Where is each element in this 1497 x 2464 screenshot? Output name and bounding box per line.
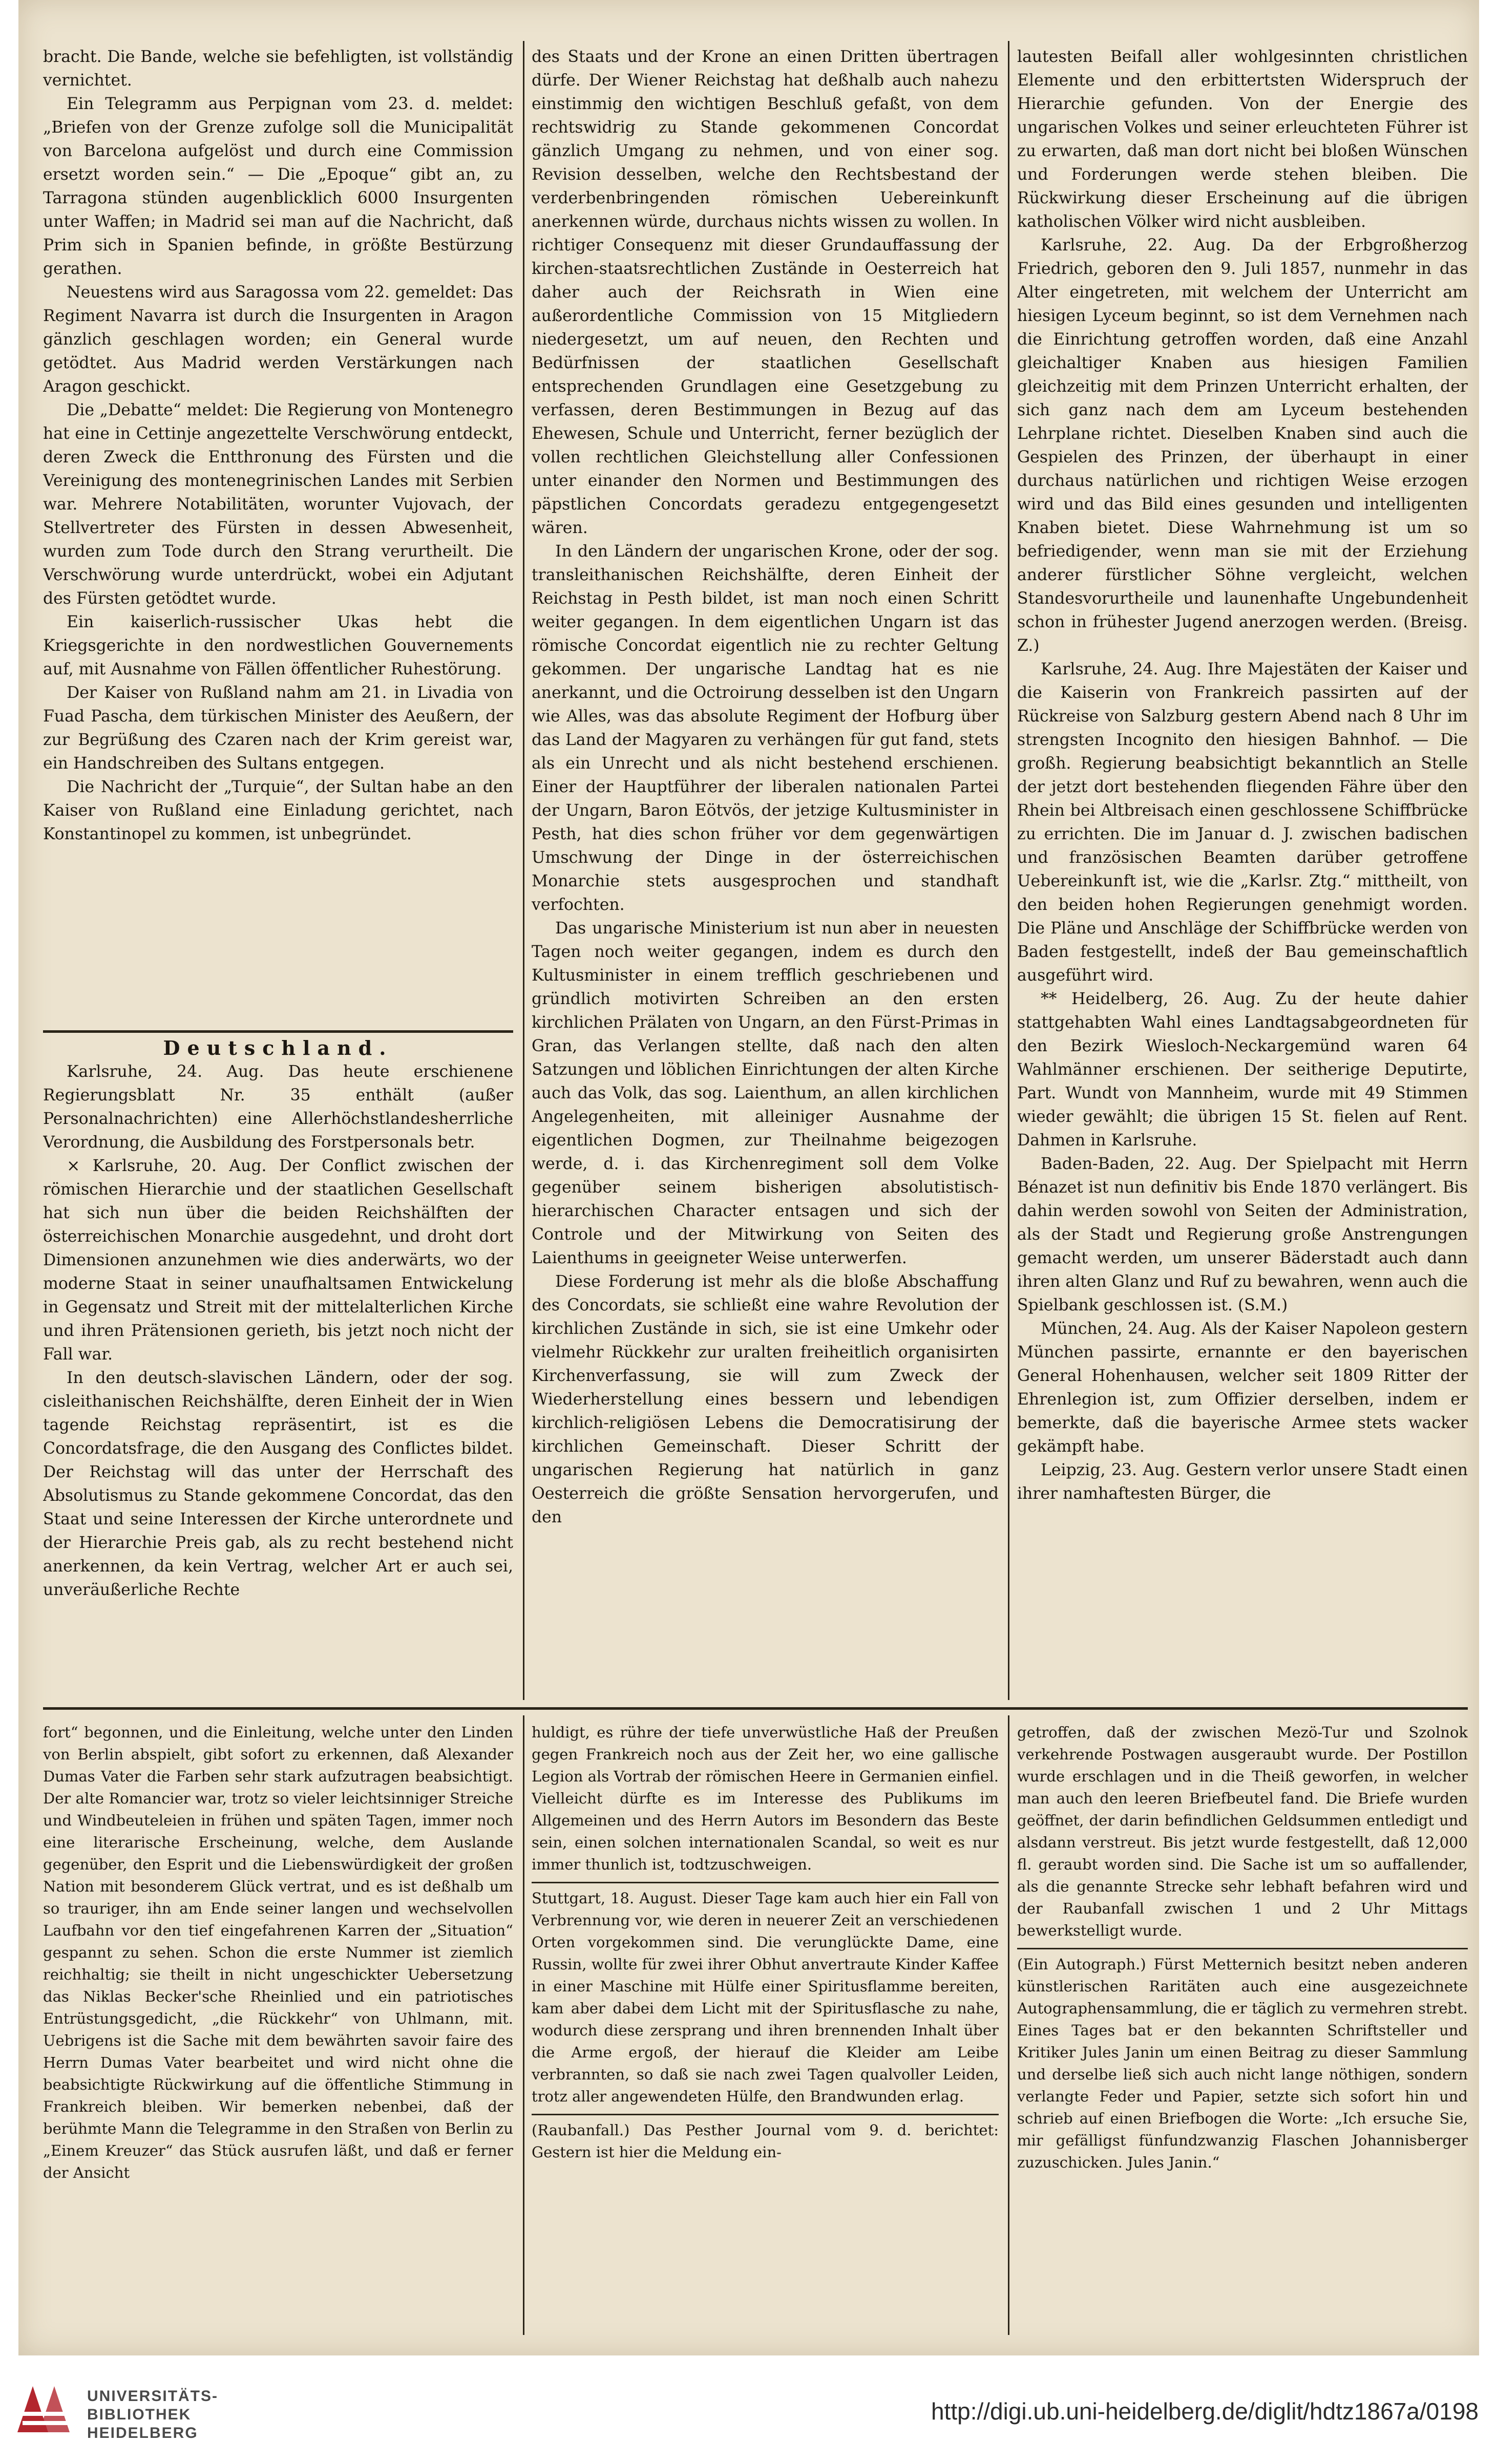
column-1	[43, 45, 513, 1049]
paragraph: (Raubanfall.) Das Pesther Journal vom 9. d. berichtet: Gestern ist hier die Meldung ein-	[532, 2114, 999, 2163]
university-library-logo-icon	[12, 2376, 79, 2437]
paragraph: huldigt, es rühre der tiefe unverwüstliche Haß der Preußen gegen Frankreich noch aus der Zeit her, wo eine gallische Legion als Vortrab der römischen Heere in Germanien einfiel. Vielleicht dürfte es im Interesse des Publikums im Allgemeinen und des Herrn Autors im Besondern das Beste sein, einen solchen internationalen Scandal, so weit es nur immer thunlich ist, todtzuschweigen.	[532, 1724, 999, 1873]
paragraph: Das ungarische Ministerium ist nun aber in neuesten Tagen noch weiter gegangen, indem es durch den Kultusminister in einem trefflich geschriebenen und gründlich motivirten Schreiben an den ersten kirchlichen Prälaten von Ungarn, an den Fürst-Primas in Gran, das Verlangen stellte, daß nach den alten Satzungen und löblichen Einrichtungen der alten Kirche auch das Volk, das sog. Laienthum, an allen kirchlichen Angelegenheiten, mit alleiniger Ausnahme der eigentlichen Dogmen, zur Theilnahme beigezogen werde, d. i. das Kirchenregiment soll dem Volke gegenüber seinem bisherigen absolutistisch-hierarchischen Character entsagen und sich der Controle und der Mitwirkung von Seiten des Laienthums in geeigneter Weise unterwerfen.	[532, 919, 999, 1267]
paragraph: Die Nachricht der „Turquie“, der Sultan habe an den Kaiser von Rußland eine Einladung gerichtet, nach Konstantinopel zu kommen, ist unbegründet.	[43, 778, 513, 843]
paragraph: Ein kaiserlich-russischer Ukas hebt die Kriegsgerichte in den nordwestlichen Gouvernements auf, mit Ausnahme von Fällen öffentlicher Ruhestörung.	[43, 613, 513, 678]
paragraph: Baden-Baden, 22. Aug. Der Spielpacht mit Herrn Bénazet ist nun definitiv bis Ende 1870 verlängert. Bis dahin werden sowohl von Seiten der Administration, als der Stadt und Regierung große Anstrengungen gemacht werden, um unserer Bäderstadt auch dann ihren alten Glanz und Ruf zu bewahren, wenn auch die Spielbank geschlossen ist. (S.M.)	[1017, 1155, 1468, 1314]
paragraph: In den deutsch-slavischen Ländern, oder der sog. cisleithanischen Reichshälfte, deren Einheit der in Wien tagende Reichstag repräsentirt, ist es die Concordatsfrage, die den Ausgang des Conflictes bildet. Der Reichstag will das unter der Herrschaft des Absolutismus zu Stande gekommene Concordat, das den Staat und seine Interessen der Kirche unterordnete und der Hierarchie Preis gab, als zu recht bestehend nicht anerkennen, da kein Vertrag, welcher Art er auch sei, unveräußerliche Rechte	[43, 1369, 513, 1599]
paragraph: Neuestens wird aus Saragossa vom 22. gemeldet: Das Regiment Navarra ist durch die Insurgenten in Aragon gänzlich geschlagen worden; ein General wurde getödtet. Aus Madrid werden Verstärkungen nach Aragon geschickt.	[43, 283, 513, 396]
paragraph: ** Heidelberg, 26. Aug. Zu der heute dahier stattgehabten Wahl eines Landtagsabgeordneten für den Bezirk Wiesloch-Neckargemünd waren 64 Wahlmänner erschienen. Der seitherige Deputirte, Part. Wundt von Mannheim, wurde mit 49 Stimmen wieder gewählt; die übrigen 15 St. fielen auf Rent. Dahmen in Karlsruhe.	[1017, 990, 1468, 1150]
feuilleton-rule	[43, 1707, 1468, 1710]
paragraph: Leipzig, 23. Aug. Gestern verlor unsere Stadt einen ihrer namhaftesten Bürger, die	[1017, 1461, 1468, 1503]
paragraph: getroffen, daß der zwischen Mezö-Tur und Szolnok verkehrende Postwagen ausgeraubt wurde. Der Postillon wurde erschlagen und in die Theiß geworfen, in welcher man auch den leeren Briefbeutel fand. Die Briefe wurden geöffnet, der darin befindlichen Geldsummen entledigt und alsdann verstreut. Bis jetzt wurde festgestellt, daß 12,000 fl. geraubt worden sind. Die Sache ist um so auffallender, als die genannte Strecke sehr lebhaft befahren wird und der Raubanfall zwischen 1 und 2 Uhr Mittags bewerkstelligt wurde.	[1017, 1724, 1468, 1939]
section-title: Deutschland.	[163, 1036, 393, 1059]
paragraph: Der Kaiser von Rußland nahm am 21. in Livadia von Fuad Pascha, dem türkischen Minister des Aeußern, der zur Begrüßung des Czaren nach der Krim gereist war, ein Handschreiben des Sultans entgegen.	[43, 684, 513, 773]
paragraph: Karlsruhe, 22. Aug. Da der Erbgroßherzog Friedrich, geboren den 9. Juli 1857, nunmehr in das Alter eingetreten, mit welchem der Unterricht am hiesigen Lyceum beginnt, so ist dem Vernehmen nach die Einrichtung getroffen worden, daß eine Anzahl gleichaltiger Knaben aus hiesigen Familien gleichzeitig mit dem Prinzen Unterricht erhalten, der sich ganz nach dem am Lyceum bestehenden Lehrplane richtet. Dieselben Knaben sind auch die Gespielen des Prinzen, der überhaupt in einer durchaus natürlichen und richtigen Weise erzogen wird und das Bild eines gesunden und intelligenten Knaben bietet. Diese Wahrnehmung ist um so befriedigender, wenn man sie mit der Erziehung anderer fürstlicher Söhne vergleicht, welchen Standesvorurtheile und launenhafte Ungebundenheit schon in frühester Jugend anerzogen werden. (Breisg. Z.)	[1017, 236, 1468, 655]
paragraph: In den Ländern der ungarischen Krone, oder der sog. transleithanischen Reichshälfte, deren Einheit der Reichstag in Pesth bildet, ist man noch einen Schritt weiter gegangen. In dem eigentlichen Ungarn ist das römische Concordat eigentlich nie zu rechter Geltung gekommen. Der ungarische Landtag hat es nie anerkannt, und die Octroirung desselben ist den Ungarn wie Alles, was das absolute Regiment der Hofburg über das Land der Magyaren zu verhängen für gut fand, stets als ein Unrecht und als nicht bestehend erschienen. Einer der Hauptführer der liberalen nationalen Partei der Ungarn, Baron Eötvös, der jetzige Kultusminister in Pesth, hat dies schon früher vor dem gegenwärtigen Umschwung der Dinge in der österreichischen Monarchie stets ausgesprochen und standhaft verfochten.	[532, 542, 999, 914]
paragraph: bracht. Die Bande, welche sie befehligten, ist vollständig vernichtet.	[43, 48, 513, 90]
paragraph: Karlsruhe, 24. Aug. Das heute erschienene Regierungsblatt Nr. 35 enthält (außer Personalnachrichten) eine Allerhöchstlandesherrliche Verordnung, die Ausbildung des Forstpersonals betr.	[43, 1063, 513, 1152]
column-3	[1017, 45, 1468, 1700]
column-rule	[1008, 41, 1009, 1700]
feuilleton-column-3	[1017, 1722, 1468, 2336]
paragraph: München, 24. Aug. Als der Kaiser Napoleon gestern München passirte, ernannte er den bayerischen General Hohenhausen, welcher seit 1809 Ritter der Ehrenlegion ist, zum Offizier derselben, indem er bemerkte, daß die bayerische Armee stets wacker gekämpft habe.	[1017, 1320, 1468, 1456]
paragraph: × Karlsruhe, 20. Aug. Der Conflict zwischen der römischen Hierarchie und der staatlichen Gesellschaft hat sich nun über die beiden Reichshälften der österreichischen Monarchie ausgedehnt, und droht dort Dimensionen anzunehmen wie dies anderwärts, wo der moderne Staat in seiner unaufhaltsamen Entwickelung in Gegensatz und Streit mit der mittelalterlichen Kirche und ihren Prätensionen gerieth, bis jetzt noch nicht der Fall war.	[43, 1157, 513, 1364]
paragraph: Stuttgart, 18. August. Dieser Tage kam auch hier ein Fall von Verbrennung vor, wie deren in neuerer Zeit an verschiedenen Orten vorgekommen sind. Die verunglückte Dame, eine Russin, wollte für zwei ihrer Obhut anvertraute Kinder Kaffee in einer Maschine mit Hülfe einer Spiritusflamme bereiten, kam aber dabei dem Licht mit der Spiritusflasche zu nahe, wodurch diese zersprang und ihren brennenden Inhalt über die Arme ergoß, der hierauf die Kleider am Leibe verbrannten, so daß sie nach zwei Tagen qualvoller Leiden, trotz aller angewendeten Hülfe, den Brandwunden erlag.	[532, 1882, 999, 2108]
paragraph: (Ein Autograph.) Fürst Metternich besitzt neben anderen künstlerischen Raritäten auch eine ausgezeichnete Autographensammlung, die er täglich zu vermehren strebt. Eines Tages bat er den bekannten Schriftsteller und Kritiker Jules Janin um einen Beitrag zu dieser Sammlung und derselbe ließ sich auch nicht lange nöthigen, sondern verlangte Feder und Papier, setzte sich sofort hin und schrieb auf einen Briefbogen die Worte: „Ich ersuche Sie, mir gefälligst fünfundzwanzig Flaschen Johannisberger zuzuschicken. Jules Janin.“	[1017, 1948, 1468, 2174]
library-logo-text	[87, 2387, 218, 2442]
column-rule	[523, 1715, 524, 2335]
column-2	[532, 45, 999, 1700]
paragraph: Karlsruhe, 24. Aug. Ihre Majestäten der Kaiser und die Kaiserin von Frankreich passirten auf der Rückreise von Salzburg gestern Abend nach 8 Uhr im strengsten Incognito den hiesigen Bahnhof. — Die großh. Regierung beabsichtigt bekanntlich an Stelle der jetzt dort bestehenden fliegenden Fähre über den Rhein bei Altbreisach einen geschlossene Schiffbrücke zu errichten. Die im Januar d. J. zwischen badischen und französischen Beamten darüber getroffene Uebereinkunft ist, wie die „Karlsr. Ztg.“ mittheilt, von den beiden hohen Regierungen genehmigt worden. Die Pläne und Anschläge der Schiffbrücke werden von Baden festgestellt, indeß der Bau gemeinschaftlich ausgeführt wird.	[1017, 660, 1468, 985]
paragraph: Diese Forderung ist mehr als die bloße Abschaffung des Concordats, sie schließt eine wahre Revolution der kirchlichen Zustände in sich, sie ist eine Umkehr oder vielmehr Rückkehr zur uralten freiheitlich organisirten Kirchenverfassung, sie will zum Zweck der Wiederherstellung eines bessern und lebendigen kirchlich-religiösen Lebens die Democratisirung der kirchlichen Gemeinschaft. Dieser Schritt der ungarischen Regierung hat natürlich in ganz Oesterreich die größte Sensation hervorgerufen, und den	[532, 1272, 999, 1526]
paragraph: Ein Telegramm aus Perpignan vom 23. d. meldet: „Briefen von der Grenze zufolge soll die Municipalität von Barcelona aufgelöst und durch eine Commission ersetzt worden sein.“ — Die „Epoque“ gibt an, zu Tarragona stünden augenblicklich 6000 Insurgenten unter Waffen; in Madrid sei man auf die Nachricht, daß Prim sich in Spanien befinde, in größte Bestürzung gerathen.	[43, 95, 513, 278]
newspaper-page	[18, 0, 1479, 2355]
feuilleton-column-2	[532, 1722, 999, 2336]
paragraph: des Staats und der Krone an einen Dritten übertragen dürfe. Der Wiener Reichstag hat deßhalb auch nahezu einstimmig den wichtigen Beschluß gefaßt, von dem rechtswidrig zu Stande gekommenen Concordat gänzlich Umgang zu nehmen, und von einer sog. Revision desselben, welche den Rechtsbestand der verderbenbringenden römischen Uebereinkunft anerkennen würde, durchaus nichts wissen zu wollen. In richtiger Consequenz mit dieser Grundauffassung der kirchen-staatsrechtlichen Zustände in Oesterreich hat daher auch der Reichsrath in Wien eine außerordentliche Commission von 15 Mitgliedern niedergesetzt, um auf neuen, den Rechten und Bedürfnissen der staatlichen Gesellschaft entsprechenden Grundlagen eine Gesetzgebung zu verfassen, deren Bestimmungen in Bezug auf das Ehewesen, Schule und Unterricht, ferner bezüglich der vollen rechtlichen Gleichstellung aller Confessionen unter einander den Normen und Bestimmungen des päpstlichen Concordats geradezu entgegengesetzt wären.	[532, 48, 999, 537]
logo-line: UNIVERSITÄTS-	[87, 2388, 219, 2405]
column-1-lower	[43, 1036, 513, 1700]
section-divider	[43, 1030, 513, 1033]
logo-line: HEIDELBERG	[87, 2425, 198, 2441]
column-rule	[1008, 1715, 1009, 2335]
paragraph: fort“ begonnen, und die Einleitung, welche unter den Linden von Berlin abspielt, gibt sofort zu erkennen, daß Alexander Dumas Vater die Farben sehr stark aufzutragen beabsichtigt. Der alte Romancier war, trotz so vieler leichtsinniger Streiche und Windbeuteleien in frühen und späten Tagen, immer noch eine literarische Erscheinung, welche, dem Auslande gegenüber, den Esprit und die Liebenswürdigkeit der großen Nation mit besonderem Glück vertrat, und es ist deßhalb um so trauriger, ihn am Ende seiner langen und wechselvollen Laufbahn vor den tief eingefahrenen Karren der „Situation“ gespannt zu sehen. Schon die erste Nummer ist ziemlich reichhaltig; sie theilt in nicht ungeschickter Uebersetzung das Niklas Becker'sche Rheinlied und ein patriotisches Entrüstungsgedicht, „die Rückkehr“ von Uhlmann, mit. Uebrigens ist die Sache mit dem bewährten savoir faire des Herrn Dumas Vater bearbeitet und wird nicht ohne die beabsichtigte Rückwirkung auf die öffentliche Stimmung in Frankreich bleiben. Wir bemerken nebenbei, daß der berühmte Mann die Telegramme in den Straßen von Berlin zu „Einem Kreuzer“ das Stück ausrufen läßt, und daß er ferner der Ansicht	[43, 1724, 513, 2181]
logo-line: BIBLIOTHEK	[87, 2406, 192, 2423]
column-rule	[523, 41, 524, 1700]
paragraph: lautesten Beifall aller wohlgesinnten christlichen Elemente und den erbittertsten Widerspruch der Hierarchie gefunden. Von der Energie des ungarischen Volkes und seiner erleuchteten Führer ist zu erwarten, daß man dort nicht bei bloßen Wünschen und Forderungen werde stehen bleiben. Die Rückwirkung dieser Erscheinung auf die übrigen katholischen Völker wird nicht ausbleiben.	[1017, 48, 1468, 231]
paragraph: Die „Debatte“ meldet: Die Regierung von Montenegro hat eine in Cettinje angezettelte Verschwörung entdeckt, deren Zweck die Entthronung des Fürsten und die Vereinigung des montenegrinischen Landes mit Serbien war. Mehrere Notabilitäten, worunter Vujovach, der Stellvertreter des Fürsten in dessen Abwesenheit, wurden zum Tode durch den Strang verurtheilt. Die Verschwörung wurde unterdrückt, wobei ein Adjutant des Fürsten getödtet wurde.	[43, 401, 513, 608]
feuilleton-column-1	[43, 1722, 513, 2336]
source-url-link[interactable]: http://digi.ub.uni-heidelberg.de/diglit/hdtz1867a/0198	[931, 2398, 1479, 2425]
